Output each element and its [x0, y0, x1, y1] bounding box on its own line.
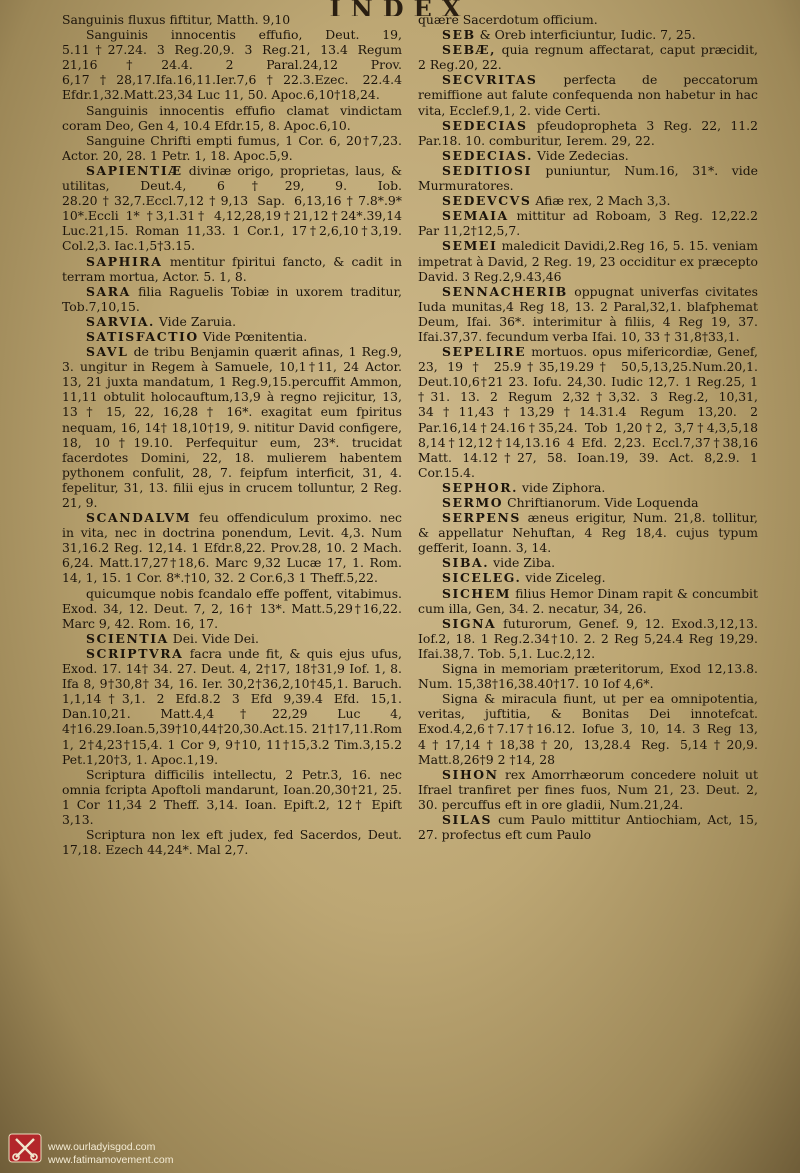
entry-text: Chriftianorum. Vide Loquenda — [507, 495, 699, 510]
index-entry — [418, 495, 758, 510]
index-entry — [418, 118, 758, 148]
entry-headword: SERMO — [442, 495, 504, 510]
entry-text: Sanguine Chrifti empti fumus, 1 Cor. 6, 20†7,23. Actor. 20, 28. 1 Petr. 1, 18. Apoc.5,9. — [62, 132, 402, 163]
index-entry — [418, 344, 758, 480]
entry-headword: SIBA. — [442, 555, 490, 571]
entry-text: facra unde fit, & quis ejus ufus, Exod. 17. 14† 34. 27. Deut. 4, 2†17, 18†31,9 Iof. 1, 8. Ifa 8, 9†30,8† 34, 16. Ier. 30,2†36,2,10†45,1. Baruch. 1,1,14†3,1. 2 Efd.8.2 3 Efd 9,39.4 Efd. 15,1. Dan.10,21. Matt.4,4†22,29 Luc 4, 4†16.29.Ioan.5,39†10,44†20,30.Act.15. 21†17,11.Rom 1, 2†4,23†15,4. 1 Cor 9, 9†10, 11†15,3.2 Tim.3,15.2 Pet.1,20†3, 1. Apoc.1,19. — [62, 645, 402, 767]
index-column-right — [418, 12, 758, 1141]
entry-text: & Oreb interficiuntur, Iudic. 7, 25. — [479, 27, 696, 43]
entry-text: Vide Pœnitentia. — [202, 328, 308, 344]
index-entry — [418, 284, 758, 344]
entry-text: Signa & miracula fiunt, ut per ea omnipotentia, veritas, juftitia, & Bonitas Dei innotefcat. Exod.4,2,6†7.17†16.12. Iofue 3, 10, 14. 3 Reg 13, 4†17,14†18,38†20, 13,28.4 Reg. 5,14†20,9. Matt.8,26†9 2 †14, 28 — [418, 691, 758, 767]
entry-text: puniuntur, Num.16, 31*. vide Murmuratores. — [418, 162, 758, 194]
entry-headword: SERPENS — [442, 510, 521, 526]
index-entry — [418, 586, 758, 616]
entry-text: mortuos. opus mifericordiæ, Genef, 23, 19 † 25.9†35,19.29† 50,5,13,25.Num.20,1. Deut.10,6†21 23. Iofu. 24,30. Iudic 12,7. 1 Reg.25, 1 †31. 13. 2 Regum 2,32†3,32. 3 Reg.2, 10,31, 34†11,43†13,29†14.31.4 Regum 13,20. 2 Par.16,14†24.16†35,24. Tob 1,20†2, 3,7†4,3,5,18 8,14†12,12†14,13.16 4 Efd. 2,23. Eccl.7,37†38,16 Matt. 14.12†27, 58. Ioan.19, 39. Act. 8,2.9. 1 Cor.15.4. — [418, 344, 758, 480]
entry-text: quicumque nobis fcandalo effe poffent, vitabimus. Exod. 34, 12. Deut. 7, 2, 16† 13*. Matt.5,29†16,22. Marc 9, 42. Rom. 16, 17. — [62, 585, 402, 631]
entry-headword: SARVIA. — [86, 313, 155, 329]
index-entry — [418, 616, 758, 661]
index-entry — [62, 27, 402, 102]
index-entry — [418, 42, 758, 72]
entry-text: Vide Zaruia. — [158, 313, 237, 329]
index-entry — [62, 646, 402, 767]
entry-text: cum Paulo mittitur Antiochiam, Act, 15, 27. profectus eft cum Paulo — [418, 811, 758, 843]
index-entry — [418, 767, 758, 812]
website-watermark — [48, 1141, 173, 1167]
entry-headword: SEDEVCVS — [442, 193, 532, 209]
entry-text: Scriptura non lex eft judex, fed Sacerdos, Deut. 17,18. Ezech 44,24*. Mal 2,7. — [62, 827, 402, 858]
index-entry — [418, 163, 758, 193]
entry-headword: SILAS — [442, 811, 493, 827]
index-entry — [62, 586, 402, 631]
entry-headword: SEDECIAS — [442, 117, 528, 133]
entry-text: vide Ziba. — [493, 555, 556, 571]
entry-text: oppugnat univerfas civitates Iuda munitas,4 Reg 18, 13. 2 Paral,32,1. blafphemat Deum, Ifai. 36*. interimitur à filiis, 4 Reg 19, 37. Ifai.37,37. fecundum verba Ifai. 10, 33 † 31,8†33,1. — [418, 283, 758, 344]
entry-text: Sanguinis fluxus fiftitur, Matth. 9,10 — [62, 12, 291, 27]
entry-headword: SEBÆ, — [442, 42, 496, 58]
entry-headword: SAPHIRA — [86, 253, 163, 269]
index-entry — [418, 480, 758, 495]
entry-text: Dei. Vide Dei. — [172, 630, 259, 646]
entry-headword: SEPELIRE — [442, 344, 527, 360]
index-entry — [418, 570, 758, 585]
index-entry — [418, 27, 758, 42]
index-column-left — [62, 12, 402, 1141]
entry-text: vide Ziphora. — [521, 479, 606, 495]
running-head: INDEX — [329, 0, 471, 16]
entry-text: Sanguinis innocentis effufio, Deut. 19, 5.11†27.24. 3 Reg.20,9. 3 Reg.21, 13.4 Regum 21,16†24.4. 2 Paral.24,12 Prov. 6,17†28,17.Ifa.16,11.Ier.7,6†22.3.Ezec. 22.4.4 Efdr.1,32.Matt.23,34 Luc 11, 50. Apoc.6,10†18,24. — [62, 27, 402, 103]
entry-text: æneus erigitur, Num. 21,8. tollitur, & appellatur Nehuftan, 4 Reg 18,4. cujus typum gefferit, Ioann. 3, 14. — [418, 510, 758, 556]
index-entry — [62, 329, 402, 344]
index-entry — [62, 103, 402, 133]
index-entry — [418, 12, 758, 27]
index-entry — [62, 510, 402, 585]
entry-text: feu offendiculum proximo. nec in vita, nec in doctrina ponendum, Levit. 4,3. Num 31,16.2 Reg. 12,14. 1 Efdr.8,22. Prov.28, 10. 2 Mach. 6,24. Matt.17,27†18,6. Marc 9,32 Lucæ 17, 1. Rom. 14, 1, 15. 1 Cor. 8*.†10, 32. 2 Cor.6,3 1 Theff.5,22. — [62, 510, 402, 586]
entry-headword: SECVRITAS — [442, 72, 538, 88]
entry-headword: SEB — [442, 27, 476, 43]
index-entry — [62, 314, 402, 329]
entry-text: mentitur fpiritui fancto, & cadit in terram mortua, Actor. 5. 1, 8. — [62, 253, 402, 284]
entry-text: mittitur ad Roboam, 3 Reg. 12,22.2 Par 11,2†12,5,7. — [418, 208, 758, 239]
entry-text: quære Sacerdotum officium. — [418, 12, 598, 27]
entry-headword: SATISFACTIO — [86, 328, 199, 344]
entry-text: Signa in memoriam præteritorum, Exod 12,13.8. Num. 15,38†16,38.40†17. 10 Iof 4,6*. — [418, 661, 758, 692]
entry-headword: SICELEG. — [442, 570, 522, 586]
entry-headword: SAVL — [86, 344, 129, 360]
entry-text: de tribu Benjamin quærit afinas, 1 Reg.9, 3. ungitur in Regem à Samuele, 10,1†11, 24 Actor. 13, 21 juxta mandatum, 1 Reg.9,15.percuffit Ammon, 11,11 obtulit holocauftum,13,9 à regno rejicitur, 13, 13 † 15, 22, 16,28 † 16*. exagitat eum fpiritus nequam, 16, 14† 18,10†19, 9. nititur David configere, 18, 10†19.10. Perfequitur eum, 23*. trucidat facerdotes Domini, 22, 18. mulierem habentem pythonem confulit, 28, 7. feipfum interficit, 31, 4. fepelitur, 31, 13. filii ejus in crucem tolluntur, 2 Reg. 21, 9. — [62, 344, 402, 510]
index-entry — [418, 691, 758, 766]
index-entry — [418, 510, 758, 555]
index-entry — [418, 661, 758, 691]
index-entry — [62, 284, 402, 314]
entry-headword: SIHON — [442, 766, 499, 782]
index-entry — [62, 344, 402, 510]
index-entry — [62, 767, 402, 827]
entry-headword: SICHEM — [442, 585, 512, 601]
entry-headword: SEDECIAS. — [442, 147, 534, 163]
entry-headword: SEPHOR. — [442, 479, 519, 495]
entry-text: filia Raguelis Tobiæ in uxorem traditur, Tob.7,10,15. — [62, 283, 402, 314]
entry-headword: SCIENTIA — [86, 630, 169, 646]
entry-headword: SCRIPTVRA — [86, 645, 184, 661]
website-url-2[interactable]: www.fatimamovement.com — [48, 1154, 174, 1166]
index-entry — [418, 208, 758, 238]
entry-text: Afiæ rex, 2 Mach 3,3. — [535, 193, 671, 209]
entry-text: Sanguinis innocentis effufio clamat vindictam coram Deo, Gen 4, 10.4 Efdr.15, 8. Apoc.6,10. — [62, 102, 402, 133]
entry-headword: SEMEI — [442, 238, 498, 254]
index-entry — [62, 163, 402, 254]
index-entry — [418, 555, 758, 570]
index-entry — [418, 193, 758, 208]
entry-headword: SCANDALVM — [86, 510, 192, 526]
entry-text: Scriptura difficilis intellectu, 2 Petr.3, 16. nec omnia fcripta Apoftoli mandarunt, Ioan.20,30†21, 25. 1 Cor 11,34 2 Theff. 3,14. Ioan. Epift.2, 12† Epift 3,13. — [62, 766, 402, 827]
index-entry — [418, 812, 758, 842]
entry-headword: SEDITIOSI — [442, 162, 532, 178]
index-entry — [62, 133, 402, 163]
entry-headword: SENNACHERIB — [442, 283, 568, 299]
index-entry — [62, 254, 402, 284]
entry-text: futurorum, Genef. 9, 12. Exod.3,12,13. Iof.2, 18. 1 Reg.2.34†10. 2. 2 Reg 5,24.4 Reg 19,29. Ifai.38,7. Tob. 5,1. Luc.2,12. — [418, 615, 758, 661]
entry-text: divinæ origo, proprietas, laus, & utilitas, Deut.4, 6†29, 9. Iob. 28.20†32,7.Eccl.7,12†9,13 Sap. 6,13,16†7.8*.9* 10*.Eccli 1* †3,1.31† 4,12,28,19†21,12†24*.39,14 Luc.21,15. Roman 11,33. 1 Cor.1, 17†2,6,10†3,19. Col.2,3. Iac.1,5†3.15. — [62, 162, 402, 254]
entry-text: pfeudopropheta 3 Reg. 22, 11.2 Par.18. 10. comburitur, Ierem. 29, 22. — [418, 117, 758, 148]
entry-text: quia regnum affectarat, caput præcidit, 2 Reg.20, 22. — [418, 42, 758, 73]
index-entry — [418, 148, 758, 163]
entry-headword: SARA — [86, 283, 131, 299]
entry-text: rex Amorrhæorum concedere noluit ut Ifrael tranfiret per fines fuos, Num 21, 23. Deut. 2, 30. percuffus eft in ore gladii, Num.21,24. — [418, 766, 758, 812]
papal-keys-shield-icon — [8, 1133, 42, 1163]
entry-headword: SEMAIA — [442, 208, 509, 224]
entry-headword: SIGNA — [442, 615, 497, 631]
entry-text: maledicit Davidi,2.Reg 16, 5. 15. veniam impetrat à David, 2 Reg. 19, 23 occiditur ex præcepto David. 3 Reg.2,9.43,46 — [418, 238, 758, 284]
entry-text: vide Ziceleg. — [525, 570, 606, 586]
entry-text: Vide Zedecias. — [537, 147, 629, 163]
index-entry — [418, 238, 758, 283]
index-entry — [62, 12, 402, 27]
entry-headword: SAPIENTIÆ — [86, 162, 183, 178]
entry-text: perfecta de peccatorum remiffione aut falute confequenda non habetur in hac vita, Ecclef.9,1, 2. vide Certi. — [418, 72, 758, 118]
entry-text: filius Hemor Dinam rapit & concumbit cum illa, Gen, 34. 2. necatur, 34, 26. — [418, 585, 758, 616]
index-entry — [62, 631, 402, 646]
website-url-1[interactable]: www.ourladyisgod.com — [48, 1141, 156, 1153]
index-entry — [418, 72, 758, 117]
index-entry — [62, 827, 402, 857]
